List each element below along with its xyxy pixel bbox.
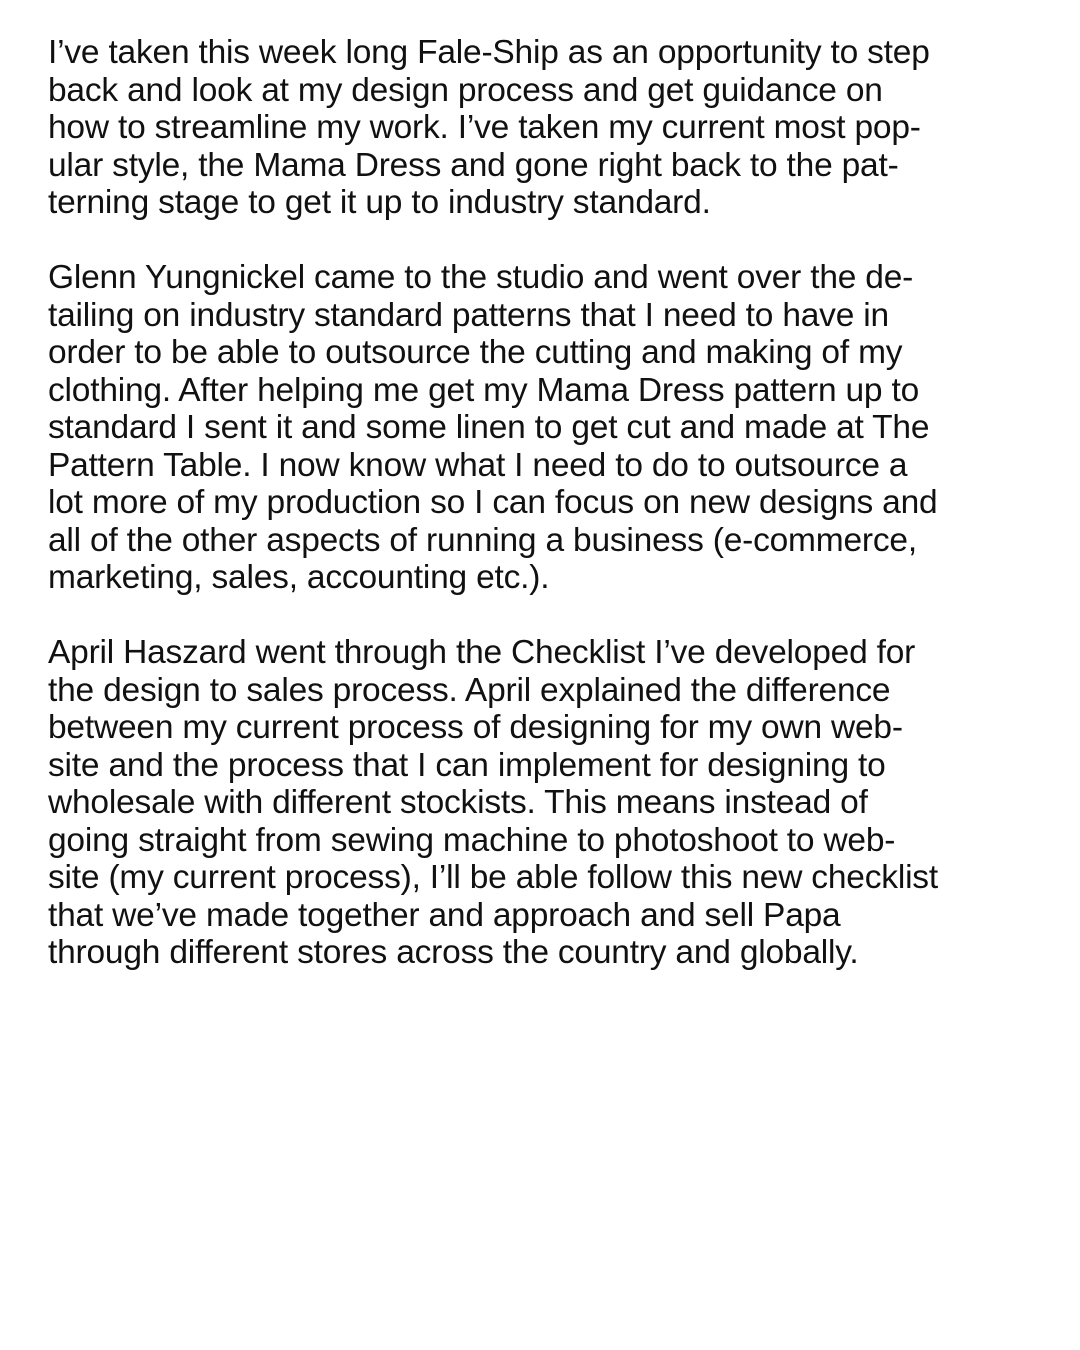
text-line: going straight from sewing machine to photoshoot to web-	[48, 821, 896, 859]
text-line: wholesale with different stockists. This means instead of	[48, 784, 868, 821]
paragraph-3	[48, 634, 1048, 972]
text-line: clothing. After helping me get my Mama Dress pattern up to	[48, 371, 919, 409]
text-line: ular style, the Mama Dress and gone right back to the pat-	[48, 146, 899, 184]
paragraph-2	[48, 259, 1048, 597]
text-line: site and the process that I can implement for designing to	[48, 746, 886, 784]
text-line: how to streamline my work. I’ve taken my current most pop-	[48, 109, 921, 146]
text-line: that we’ve made together and approach and sell Papa	[48, 896, 841, 934]
text-line: back and look at my design process and get guidance on	[48, 71, 883, 109]
text-line: marketing, sales, accounting etc.).	[48, 559, 550, 596]
text-line: the design to sales process. April explained the difference	[48, 671, 891, 709]
text-line: lot more of my production so I can focus on new designs and	[48, 484, 938, 521]
text-line: terning stage to get it up to industry standard.	[48, 184, 711, 221]
text-line: April Haszard went through the Checklist I’ve developed for	[48, 634, 916, 671]
text-line: tailing on industry standard patterns that I need to have in	[48, 296, 889, 334]
text-line: between my current process of designing for my own web-	[48, 709, 903, 746]
text-line: Glenn Yungnickel came to the studio and went over the de-	[48, 259, 914, 296]
text-line: I’ve taken this week long Fale-Ship as an opportunity to step	[48, 34, 930, 71]
text-line: standard I sent it and some linen to get cut and made at The	[48, 409, 930, 446]
text-line: Pattern Table. I now know what I need to do to outsource a	[48, 446, 908, 484]
text-line: order to be able to outsource the cutting and making of my	[48, 334, 903, 371]
paragraph-1	[48, 34, 1048, 222]
text-line: through different stores across the country and globally.	[48, 934, 859, 971]
document-body	[48, 34, 1048, 1009]
text-line: site (my current process), I’ll be able follow this new checklist	[48, 859, 938, 896]
text-line: all of the other aspects of running a business (e-commerce,	[48, 521, 917, 559]
